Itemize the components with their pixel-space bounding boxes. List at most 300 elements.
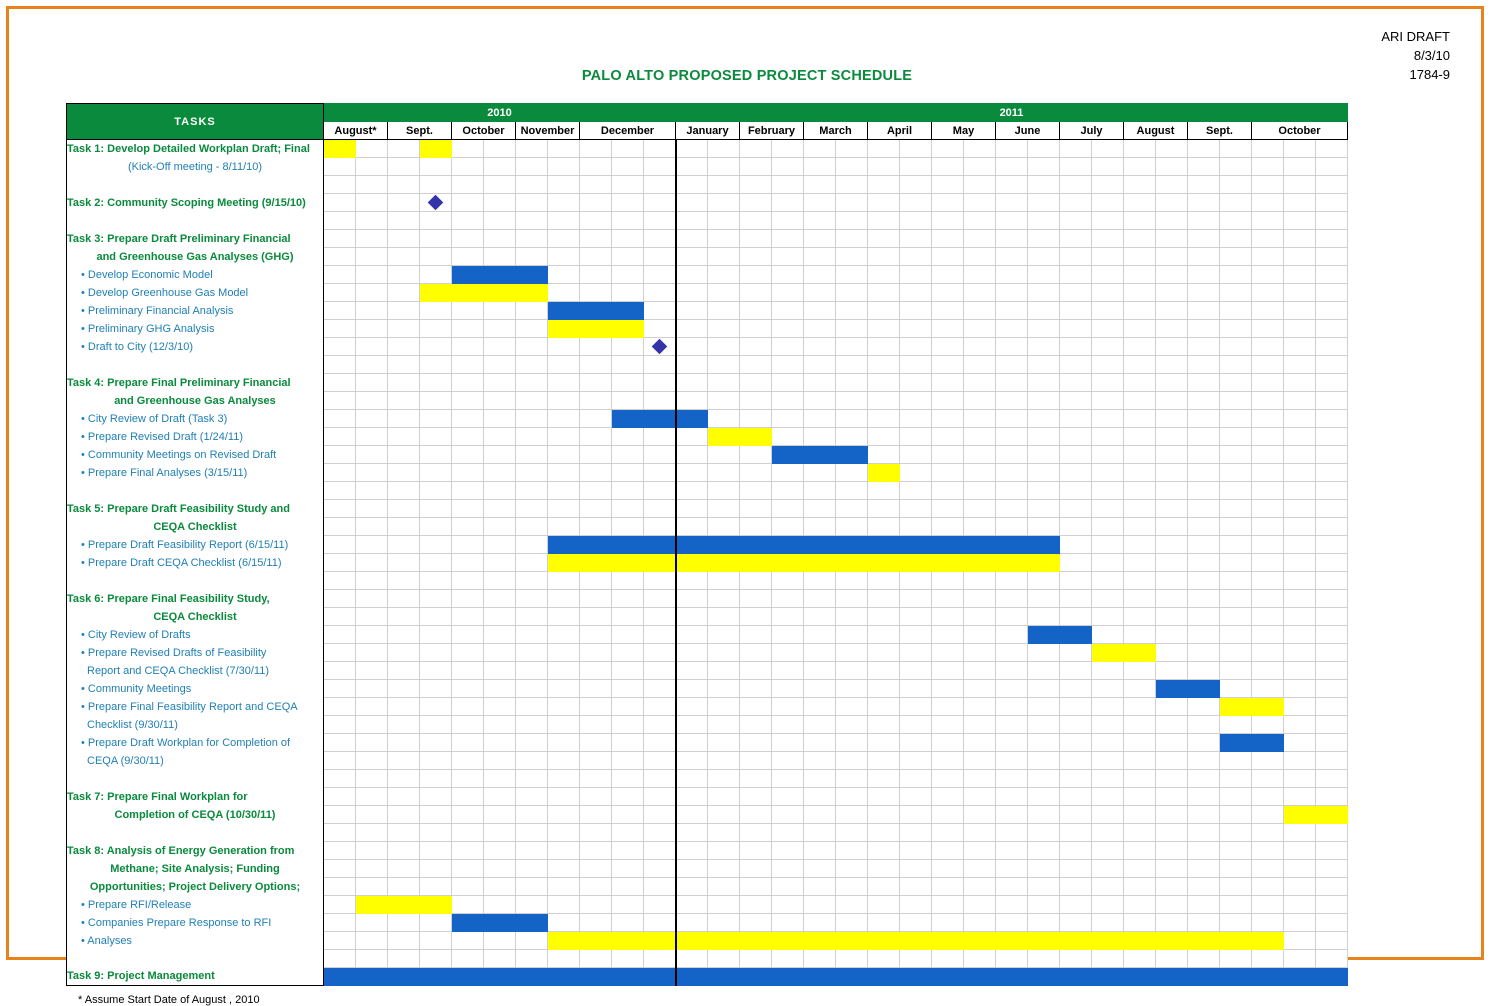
gantt-empty-cell (356, 464, 388, 482)
gantt-empty-cell (484, 716, 516, 734)
gantt-empty-cell (836, 824, 868, 842)
gantt-empty-cell (1220, 392, 1252, 410)
gantt-empty-cell (804, 500, 836, 518)
gantt-empty-cell (548, 248, 580, 266)
gantt-empty-cell (484, 932, 516, 950)
gantt-empty-cell (1092, 446, 1124, 464)
gantt-empty-cell (1252, 572, 1284, 590)
gantt-empty-cell (1092, 230, 1124, 248)
gantt-empty-cell (676, 878, 708, 896)
gantt-empty-cell (996, 590, 1028, 608)
gantt-bar-segment (420, 896, 452, 914)
gantt-empty-cell (804, 464, 836, 482)
gantt-bar-segment (900, 554, 932, 572)
gantt-bar-segment (1092, 644, 1124, 662)
gantt-empty-cell (644, 140, 676, 158)
gantt-year-header (67, 104, 1348, 122)
gantt-empty-cell (676, 734, 708, 752)
gantt-empty-cell (580, 788, 612, 806)
gantt-empty-cell (772, 734, 804, 752)
gantt-empty-cell (356, 770, 388, 788)
gantt-bar-segment (868, 932, 900, 950)
gantt-empty-cell (644, 788, 676, 806)
gantt-empty-cell (676, 248, 708, 266)
gantt-empty-cell (644, 662, 676, 680)
gantt-empty-cell (324, 752, 356, 770)
gantt-empty-cell (1188, 536, 1220, 554)
gantt-empty-cell (324, 932, 356, 950)
gantt-empty-cell (1028, 662, 1060, 680)
gantt-empty-cell (484, 320, 516, 338)
gantt-empty-cell (1092, 608, 1124, 626)
gantt-empty-cell (836, 626, 868, 644)
gantt-empty-cell (772, 284, 804, 302)
gantt-empty-cell (388, 770, 420, 788)
gantt-empty-cell (548, 446, 580, 464)
gantt-empty-cell (708, 338, 740, 356)
gantt-empty-cell (772, 266, 804, 284)
gantt-empty-cell (772, 878, 804, 896)
gantt-bar-segment (708, 968, 740, 986)
gantt-empty-cell (324, 554, 356, 572)
gantt-empty-cell (612, 230, 644, 248)
gantt-empty-cell (1060, 734, 1092, 752)
gantt-empty-cell (324, 248, 356, 266)
gantt-empty-cell (772, 842, 804, 860)
gantt-empty-cell (740, 788, 772, 806)
gantt-empty-cell (612, 608, 644, 626)
gantt-empty-cell (1188, 878, 1220, 896)
gantt-empty-cell (516, 554, 548, 572)
gantt-empty-cell (388, 734, 420, 752)
gantt-empty-cell (868, 626, 900, 644)
gantt-empty-cell (900, 158, 932, 176)
gantt-empty-cell (900, 680, 932, 698)
gantt-empty-cell (708, 680, 740, 698)
gantt-empty-cell (644, 518, 676, 536)
gantt-empty-cell (420, 806, 452, 824)
gantt-empty-cell (548, 608, 580, 626)
gantt-empty-cell (1156, 608, 1188, 626)
gantt-empty-cell (740, 950, 772, 968)
gantt-row (67, 788, 1348, 806)
gantt-empty-cell (548, 770, 580, 788)
gantt-empty-cell (516, 590, 548, 608)
gantt-bar-segment (612, 320, 644, 338)
gantt-empty-cell (1316, 176, 1348, 194)
gantt-empty-cell (1060, 320, 1092, 338)
gantt-bar-segment (900, 536, 932, 554)
gantt-empty-cell (356, 536, 388, 554)
month-header-october: October (452, 122, 516, 140)
gantt-empty-cell (1156, 356, 1188, 374)
gantt-bar-segment (836, 446, 868, 464)
gantt-empty-cell (1028, 140, 1060, 158)
gantt-empty-cell (1124, 266, 1156, 284)
gantt-empty-cell (868, 158, 900, 176)
gantt-empty-cell (516, 644, 548, 662)
gantt-empty-cell (388, 788, 420, 806)
gantt-empty-cell (484, 482, 516, 500)
gantt-empty-cell (548, 680, 580, 698)
gantt-bar-segment (1252, 734, 1284, 752)
gantt-empty-cell (516, 320, 548, 338)
gantt-empty-cell (484, 752, 516, 770)
gantt-empty-cell (1060, 536, 1092, 554)
gantt-bar-segment (644, 932, 676, 950)
gantt-bar-segment (580, 320, 612, 338)
gantt-empty-cell (1316, 788, 1348, 806)
gantt-empty-cell (900, 878, 932, 896)
gantt-empty-cell (516, 734, 548, 752)
gantt-empty-cell (612, 626, 644, 644)
gantt-empty-cell (964, 896, 996, 914)
gantt-empty-cell (772, 212, 804, 230)
gantt-empty-cell (900, 806, 932, 824)
gantt-empty-cell (964, 698, 996, 716)
gantt-empty-cell (452, 770, 484, 788)
gantt-empty-cell (580, 410, 612, 428)
gantt-row (67, 860, 1348, 878)
gantt-empty-cell (1220, 266, 1252, 284)
gantt-empty-cell (740, 284, 772, 302)
gantt-bar-segment (1028, 968, 1060, 986)
gantt-empty-cell (1188, 446, 1220, 464)
gantt-empty-cell (676, 716, 708, 734)
gantt-empty-cell (676, 158, 708, 176)
gantt-empty-cell (964, 194, 996, 212)
task-label: • Prepare Draft Workplan for Completion of (67, 734, 324, 752)
gantt-bar-segment (676, 554, 708, 572)
gantt-empty-cell (772, 518, 804, 536)
gantt-empty-cell (324, 950, 356, 968)
gantt-empty-cell (868, 374, 900, 392)
gantt-empty-cell (1156, 878, 1188, 896)
gantt-empty-cell (1092, 698, 1124, 716)
gantt-empty-cell (772, 680, 804, 698)
gantt-empty-cell (1060, 878, 1092, 896)
gantt-empty-cell (1060, 662, 1092, 680)
task-label: • Prepare Revised Draft (1/24/11) (67, 428, 324, 446)
task-label: and Greenhouse Gas Analyses (67, 392, 324, 410)
gantt-bar-segment (452, 266, 484, 284)
gantt-bar-segment (1060, 932, 1092, 950)
gantt-empty-cell (484, 842, 516, 860)
gantt-empty-cell (1124, 608, 1156, 626)
gantt-empty-cell (708, 878, 740, 896)
task-label: Checklist (9/30/11) (67, 716, 324, 734)
gantt-empty-cell (1252, 662, 1284, 680)
gantt-empty-cell (1156, 140, 1188, 158)
gantt-empty-cell (1028, 698, 1060, 716)
gantt-empty-cell (740, 374, 772, 392)
gantt-empty-cell (580, 230, 612, 248)
gantt-empty-cell (932, 194, 964, 212)
task-label: and Greenhouse Gas Analyses (GHG) (67, 248, 324, 266)
gantt-empty-cell (1124, 842, 1156, 860)
gantt-empty-cell (1060, 464, 1092, 482)
gantt-empty-cell (1252, 680, 1284, 698)
gantt-bar-segment (804, 536, 836, 554)
gantt-row (67, 302, 1348, 320)
gantt-empty-cell (1284, 212, 1316, 230)
month-header-february: February (740, 122, 804, 140)
task-label: CEQA Checklist (67, 608, 324, 626)
gantt-empty-cell (708, 824, 740, 842)
gantt-empty-cell (1284, 752, 1316, 770)
gantt-empty-cell (1028, 284, 1060, 302)
gantt-row (67, 770, 1348, 788)
gantt-empty-cell (452, 878, 484, 896)
gantt-empty-cell (1188, 158, 1220, 176)
gantt-empty-cell (388, 410, 420, 428)
gantt-empty-cell (1156, 482, 1188, 500)
gantt-empty-cell (420, 932, 452, 950)
gantt-empty-cell (836, 266, 868, 284)
gantt-empty-cell (1156, 806, 1188, 824)
gantt-empty-cell (1060, 392, 1092, 410)
gantt-empty-cell (516, 338, 548, 356)
gantt-empty-cell (548, 356, 580, 374)
gantt-empty-cell (1124, 770, 1156, 788)
gantt-empty-cell (900, 428, 932, 446)
gantt-empty-cell (932, 356, 964, 374)
gantt-empty-cell (388, 626, 420, 644)
gantt-empty-cell (1156, 770, 1188, 788)
gantt-bar-segment (1252, 698, 1284, 716)
gantt-empty-cell (484, 194, 516, 212)
gantt-empty-cell (996, 662, 1028, 680)
gantt-empty-cell (356, 500, 388, 518)
gantt-empty-cell (612, 572, 644, 590)
gantt-empty-cell (964, 428, 996, 446)
gantt-empty-cell (708, 842, 740, 860)
gantt-empty-cell (1284, 356, 1316, 374)
gantt-empty-cell (868, 878, 900, 896)
gantt-empty-cell (1060, 410, 1092, 428)
gantt-empty-cell (1092, 338, 1124, 356)
gantt-empty-cell (388, 860, 420, 878)
gantt-bar-segment (676, 536, 708, 554)
gantt-empty-cell (612, 266, 644, 284)
gantt-empty-cell (1060, 644, 1092, 662)
gantt-bar-segment (452, 968, 484, 986)
gantt-empty-cell (1252, 518, 1284, 536)
gantt-empty-cell (1028, 464, 1060, 482)
gantt-bar-segment (356, 896, 388, 914)
gantt-row (67, 464, 1348, 482)
gantt-empty-cell (804, 590, 836, 608)
gantt-empty-cell (452, 590, 484, 608)
gantt-empty-cell (388, 806, 420, 824)
gantt-empty-cell (1060, 698, 1092, 716)
gantt-empty-cell (1028, 266, 1060, 284)
gantt-empty-cell (1124, 698, 1156, 716)
gantt-empty-cell (708, 410, 740, 428)
gantt-empty-cell (1092, 860, 1124, 878)
gantt-empty-cell (1252, 878, 1284, 896)
gantt-empty-cell (1316, 572, 1348, 590)
gantt-empty-cell (804, 680, 836, 698)
gantt-empty-cell (868, 716, 900, 734)
gantt-empty-cell (1252, 914, 1284, 932)
gantt-bar-segment (1252, 968, 1284, 986)
gantt-empty-cell (900, 284, 932, 302)
gantt-empty-cell (932, 248, 964, 266)
gantt-empty-cell (1188, 500, 1220, 518)
gantt-empty-cell (644, 734, 676, 752)
gantt-empty-cell (740, 770, 772, 788)
gantt-bar-segment (1252, 932, 1284, 950)
gantt-empty-cell (1220, 716, 1252, 734)
gantt-empty-cell (1220, 302, 1252, 320)
gantt-empty-cell (964, 464, 996, 482)
gantt-empty-cell (932, 320, 964, 338)
gantt-empty-cell (836, 914, 868, 932)
gantt-empty-cell (388, 500, 420, 518)
gantt-empty-cell (836, 320, 868, 338)
gantt-empty-cell (420, 914, 452, 932)
gantt-empty-cell (516, 572, 548, 590)
gantt-empty-cell (900, 338, 932, 356)
gantt-empty-cell (708, 374, 740, 392)
gantt-empty-cell (1188, 806, 1220, 824)
gantt-empty-cell (772, 320, 804, 338)
gantt-empty-cell (1284, 842, 1316, 860)
gantt-empty-cell (708, 320, 740, 338)
gantt-empty-cell (996, 626, 1028, 644)
gantt-empty-cell (1188, 860, 1220, 878)
gantt-empty-cell (1060, 266, 1092, 284)
gantt-empty-cell (1028, 518, 1060, 536)
gantt-empty-cell (1316, 374, 1348, 392)
gantt-empty-cell (932, 698, 964, 716)
gantt-empty-cell (516, 518, 548, 536)
month-header-april: April (868, 122, 932, 140)
gantt-empty-cell (612, 824, 644, 842)
task-label (67, 176, 324, 194)
gantt-empty-cell (868, 590, 900, 608)
gantt-bar-segment (740, 968, 772, 986)
gantt-empty-cell (1316, 320, 1348, 338)
gantt-empty-cell (740, 500, 772, 518)
gantt-empty-cell (644, 806, 676, 824)
gantt-bar-segment (1156, 968, 1188, 986)
gantt-empty-cell (356, 410, 388, 428)
gantt-row (67, 968, 1348, 986)
gantt-empty-cell (548, 662, 580, 680)
gantt-empty-cell (740, 446, 772, 464)
gantt-empty-cell (1028, 734, 1060, 752)
gantt-empty-cell (516, 302, 548, 320)
gantt-empty-cell (612, 158, 644, 176)
gantt-empty-cell (484, 338, 516, 356)
gantt-empty-cell (932, 950, 964, 968)
gantt-row (67, 194, 1348, 212)
gantt-empty-cell (548, 842, 580, 860)
gantt-empty-cell (644, 284, 676, 302)
gantt-empty-cell (1284, 500, 1316, 518)
gantt-empty-cell (868, 428, 900, 446)
gantt-empty-cell (900, 410, 932, 428)
gantt-empty-cell (1124, 356, 1156, 374)
gantt-empty-cell (420, 608, 452, 626)
gantt-empty-cell (548, 284, 580, 302)
gantt-empty-cell (804, 950, 836, 968)
gantt-empty-cell (740, 266, 772, 284)
gantt-empty-cell (388, 302, 420, 320)
gantt-empty-cell (1156, 626, 1188, 644)
gantt-empty-cell (1220, 212, 1252, 230)
gantt-empty-cell (1220, 554, 1252, 572)
gantt-bar-segment (612, 536, 644, 554)
gantt-empty-cell (388, 356, 420, 374)
gantt-empty-cell (484, 356, 516, 374)
gantt-empty-cell (964, 752, 996, 770)
gantt-empty-cell (1316, 752, 1348, 770)
gantt-empty-cell (772, 662, 804, 680)
gantt-empty-cell (420, 464, 452, 482)
gantt-empty-cell (580, 176, 612, 194)
gantt-row (67, 230, 1348, 248)
gantt-empty-cell (932, 824, 964, 842)
gantt-empty-cell (484, 590, 516, 608)
gantt-empty-cell (1092, 662, 1124, 680)
gantt-empty-cell (644, 914, 676, 932)
gantt-empty-cell (580, 500, 612, 518)
gantt-empty-cell (1188, 644, 1220, 662)
gantt-empty-cell (1124, 824, 1156, 842)
task-label (67, 572, 324, 590)
gantt-empty-cell (484, 212, 516, 230)
gantt-empty-cell (1028, 176, 1060, 194)
gantt-empty-cell (1028, 482, 1060, 500)
gantt-empty-cell (932, 374, 964, 392)
gantt-empty-cell (1124, 140, 1156, 158)
gantt-empty-cell (932, 734, 964, 752)
gantt-empty-cell (324, 464, 356, 482)
gantt-empty-cell (484, 824, 516, 842)
gantt-empty-cell (1060, 590, 1092, 608)
gantt-bar-segment (964, 932, 996, 950)
gantt-empty-cell (1028, 158, 1060, 176)
gantt-empty-cell (868, 230, 900, 248)
gantt-empty-cell (708, 806, 740, 824)
gantt-empty-cell (612, 734, 644, 752)
gantt-bar-segment (900, 968, 932, 986)
gantt-bar-segment (1124, 932, 1156, 950)
gantt-empty-cell (324, 626, 356, 644)
gantt-empty-cell (1316, 518, 1348, 536)
gantt-empty-cell (356, 302, 388, 320)
gantt-empty-cell (964, 662, 996, 680)
gantt-empty-cell (708, 770, 740, 788)
gantt-empty-cell (676, 266, 708, 284)
gantt-empty-cell (1188, 734, 1220, 752)
gantt-empty-cell (452, 500, 484, 518)
gantt-empty-cell (1188, 572, 1220, 590)
gantt-empty-cell (996, 950, 1028, 968)
gantt-empty-cell (676, 572, 708, 590)
gantt-empty-cell (932, 590, 964, 608)
gantt-empty-cell (804, 248, 836, 266)
gantt-empty-cell (612, 680, 644, 698)
gantt-empty-cell (676, 752, 708, 770)
gantt-empty-cell (1316, 734, 1348, 752)
gantt-empty-cell (836, 662, 868, 680)
gantt-empty-cell (1252, 500, 1284, 518)
gantt-empty-cell (324, 842, 356, 860)
